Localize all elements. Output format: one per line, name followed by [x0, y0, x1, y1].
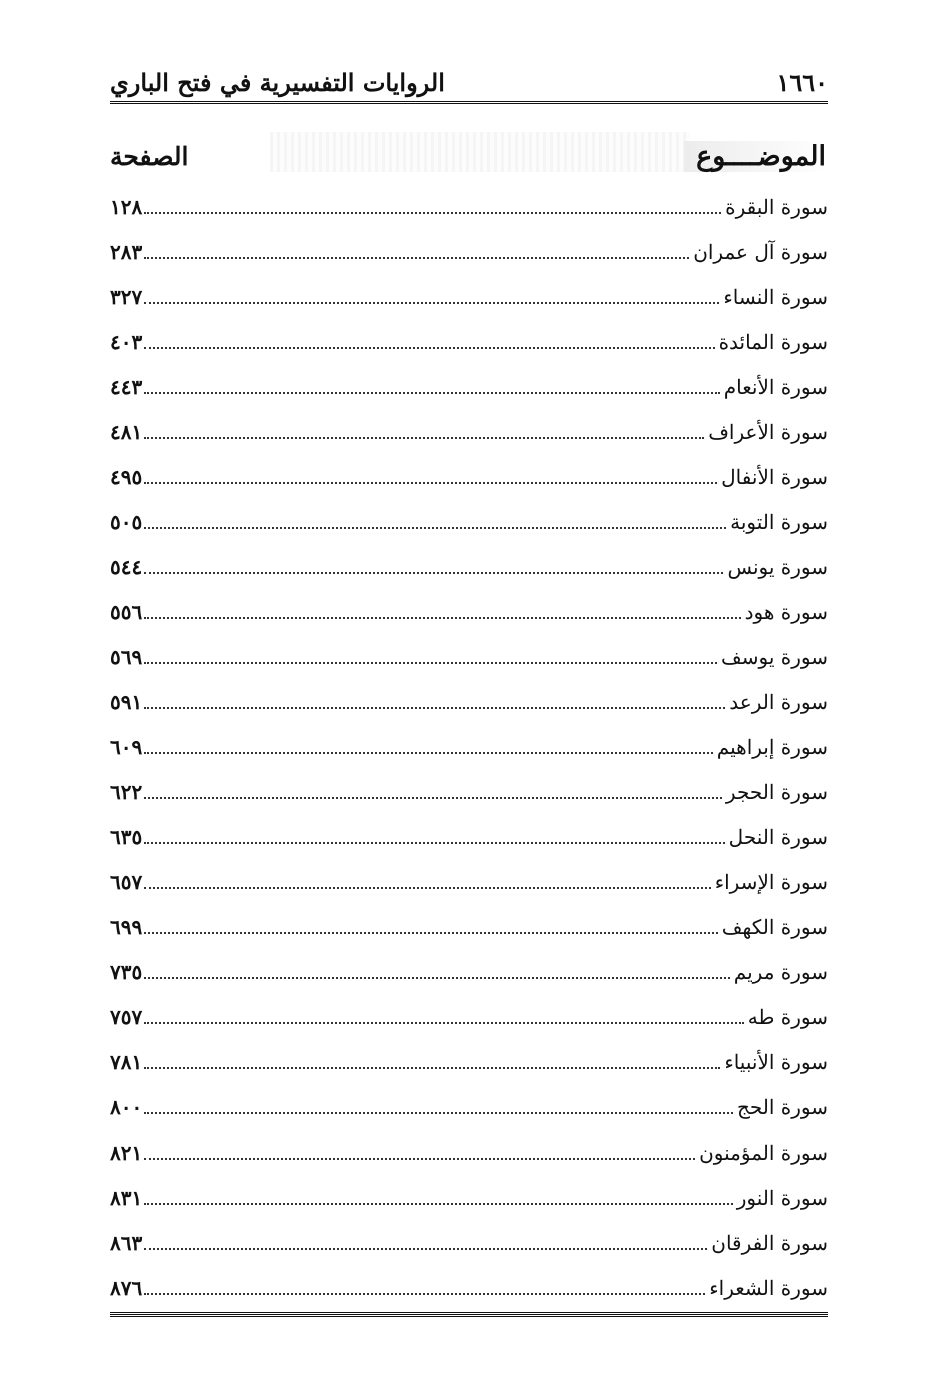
- dot-leader: [144, 932, 718, 934]
- toc-entry-title: سورة الكهف: [721, 915, 828, 940]
- dot-leader: [144, 1203, 733, 1205]
- column-headings: [110, 138, 828, 174]
- toc-entry: [110, 770, 828, 815]
- dot-leader: [144, 1158, 695, 1160]
- toc-entry-page: ٥٤٤: [110, 554, 143, 579]
- toc-entry: [110, 1265, 828, 1310]
- toc-entry-title: سورة البقرة: [725, 194, 828, 219]
- toc-entry: [110, 995, 828, 1040]
- toc-entry: [110, 680, 828, 725]
- toc-entry-page: ٨٣١: [110, 1185, 143, 1210]
- toc-entry-title: سورة الإسراء: [714, 870, 828, 895]
- toc-entry: [110, 454, 828, 499]
- toc-entry-page: ٦٩٩: [110, 915, 143, 940]
- toc-entry: [110, 1040, 828, 1085]
- toc-entry: [110, 634, 828, 679]
- toc-entry-title: سورة إبراهيم: [716, 735, 828, 760]
- dot-leader: [144, 347, 714, 349]
- toc-entry: [110, 364, 828, 409]
- page-number: ١٦٦٠: [776, 68, 828, 97]
- toc-entry-page: ٧٥٧: [110, 1005, 143, 1030]
- toc-entry-title: سورة النحل: [728, 825, 828, 850]
- toc-entry: [110, 1175, 828, 1220]
- toc-entry-title: سورة الأنعام: [723, 374, 828, 399]
- toc-entry-page: ٥٩١: [110, 690, 143, 715]
- dot-leader: [144, 572, 723, 574]
- dot-leader: [144, 797, 722, 799]
- toc-entry-page: ٥٠٥: [110, 509, 143, 534]
- page-column-heading: الصفحة: [110, 141, 189, 171]
- toc-entry: [110, 184, 828, 229]
- toc-entry: [110, 1085, 828, 1130]
- toc-entry-title: سورة التوبة: [730, 509, 828, 534]
- toc-entry-title: سورة النساء: [723, 284, 828, 309]
- toc-entry-page: ٨٧٦: [110, 1275, 143, 1300]
- toc-entry-page: ٦٣٥: [110, 825, 143, 850]
- dot-leader: [144, 752, 713, 754]
- dot-leader: [144, 1112, 733, 1114]
- footer-rule: [110, 1312, 828, 1317]
- dot-leader: [144, 482, 717, 484]
- dot-leader: [144, 212, 721, 214]
- toc-entry-title: سورة آل عمران: [693, 239, 828, 264]
- table-of-contents: [110, 184, 828, 1310]
- toc-entry-title: سورة هود: [744, 599, 828, 624]
- toc-entry: [110, 725, 828, 770]
- toc-entry: [110, 544, 828, 589]
- toc-entry-title: سورة الحج: [736, 1095, 828, 1120]
- toc-entry: [110, 274, 828, 319]
- toc-entry-page: ٦٠٩: [110, 735, 143, 760]
- running-title: الروايات التفسيرية في فتح الباري: [110, 68, 445, 97]
- toc-entry-page: ٥٥٦: [110, 599, 143, 624]
- dot-leader: [144, 1248, 707, 1250]
- dot-leader: [144, 257, 689, 259]
- toc-entry: [110, 1220, 828, 1265]
- dot-leader: [144, 392, 720, 394]
- toc-entry: [110, 1130, 828, 1175]
- toc-entry-title: سورة الأعراف: [708, 419, 828, 444]
- toc-entry-page: ٨٠٠: [110, 1095, 143, 1120]
- toc-entry: [110, 860, 828, 905]
- toc-entry-page: ٧٨١: [110, 1050, 143, 1075]
- running-header: [110, 60, 828, 104]
- toc-entry-title: سورة يونس: [727, 554, 828, 579]
- toc-entry-page: ٦٥٧: [110, 870, 143, 895]
- toc-entry-page: ٨٢١: [110, 1140, 143, 1165]
- toc-entry-page: ٤٤٣: [110, 374, 143, 399]
- toc-entry-title: سورة الشعراء: [709, 1275, 828, 1300]
- topic-column-heading: الموضــــوع: [684, 141, 828, 172]
- toc-entry-title: سورة المؤمنون: [699, 1140, 828, 1165]
- dot-leader: [144, 437, 704, 439]
- toc-entry-page: ٦٢٢: [110, 780, 143, 805]
- toc-entry-title: سورة المائدة: [718, 329, 828, 354]
- toc-entry-page: ٢٨٣: [110, 239, 143, 264]
- toc-entry-page: ٥٦٩: [110, 644, 143, 669]
- toc-entry: [110, 319, 828, 364]
- toc-entry-page: ٨٦٣: [110, 1230, 143, 1255]
- dot-leader: [144, 662, 717, 664]
- toc-entry-title: سورة الأنبياء: [724, 1050, 828, 1075]
- toc-entry-title: سورة يوسف: [721, 644, 828, 669]
- dot-leader: [144, 1293, 705, 1295]
- toc-entry-page: ٤٩٥: [110, 464, 143, 489]
- dot-leader: [144, 887, 710, 889]
- toc-entry-page: ٤٠٣: [110, 329, 143, 354]
- dot-leader: [144, 977, 730, 979]
- toc-entry: [110, 499, 828, 544]
- dot-leader: [144, 1022, 744, 1024]
- toc-entry: [110, 409, 828, 454]
- dot-leader: [144, 707, 725, 709]
- toc-entry: [110, 905, 828, 950]
- toc-entry-title: سورة الفرقان: [711, 1230, 828, 1255]
- toc-entry-title: سورة مريم: [733, 960, 828, 985]
- toc-entry: [110, 815, 828, 860]
- toc-entry: [110, 950, 828, 995]
- toc-entry-title: سورة الأنفال: [721, 464, 828, 489]
- toc-entry-title: سورة طه: [747, 1005, 828, 1030]
- dot-leader: [144, 1067, 720, 1069]
- dot-leader: [144, 302, 719, 304]
- toc-entry-title: سورة الحجر: [725, 780, 828, 805]
- dot-leader: [144, 617, 740, 619]
- toc-entry-page: ١٢٨: [110, 194, 143, 219]
- toc-entry-page: ٣٢٧: [110, 284, 143, 309]
- toc-entry: [110, 229, 828, 274]
- book-page: [110, 60, 828, 1330]
- dot-leader: [144, 527, 726, 529]
- toc-entry-page: ٧٣٥: [110, 960, 143, 985]
- toc-entry-page: ٤٨١: [110, 419, 143, 444]
- toc-entry-title: سورة النور: [736, 1185, 828, 1210]
- toc-entry: [110, 589, 828, 634]
- toc-entry-title: سورة الرعد: [729, 690, 828, 715]
- dot-leader: [144, 842, 724, 844]
